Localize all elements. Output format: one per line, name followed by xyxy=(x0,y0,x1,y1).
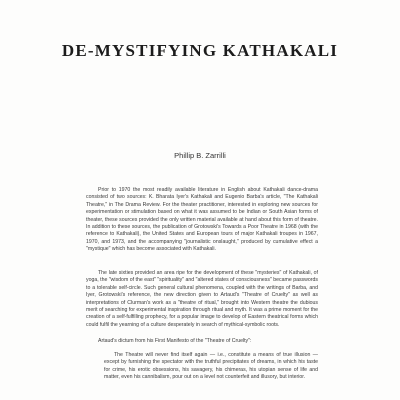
article-author: Phillip B. Zarrilli xyxy=(174,151,226,160)
body-paragraph-1: Prior to 1970 the most readily available literature in English about Kathakali dance-drama consisted of two sources: K. Bharata Iyer's Kathakali and Eugenio Barba's article, "The Kathakali Theatre," in The Drama Review. For the theater practitioner, interested in exploring new sources for experimentation or stimulation based on what it was assumed to be Indian or South Asian forms of theater, these sources provided the only written material available at hand about this form of theatre. In addition to these sources, the publication of Grotowski's Towards a Poor Theatre in 1968 (with the reference to Kathakali), the United States and European tours of major Kathakali troupes in 1967, 1970, and 1973, and the accompanying "journalistic onslaught," produced by cumulative effect a "mystique" which has become associated with Kathakali. xyxy=(86,187,318,253)
body-paragraph-2: The late sixties provided an area ripe for the development of these "mysteries" of Kathakali, of yoga, the "wisdom of the east" "spirituality" and "altered states of consciousness" became passwords to a tolerable self-circle. Such general cultural phenomena, coupled with the writings of Barba, and Iyer, Grotowski's reference, the new direction given to Artaud's "Theatre of Cruelty" as well as interpretations of Clurman's work as a "theatre of ritual," brought into Western theatre the dubious merit of searching for experimental inspiration through ritual and myth. It was a prime moment for the creation of a self-fulfilling prophecy, for a popular image to develop of Eastern theatrical forms which could fulfil the yearning of a culture desperately in search of mythical-symbolic roots. xyxy=(86,270,318,328)
body-paragraph-3: Artaud's dictum from his First Manifesto of the "Theatre of Cruelty": xyxy=(98,338,252,344)
article-title: DE-MYSTIFYING KATHAKALI xyxy=(61,41,339,60)
block-quote: The Theatre will never find itself again — i.e., constitute a means of true illusion — except by furnishing the spectator with the truthful precipitates of dreams, in which his taste for crime, his erotic obsessions, his savagery, his chimeras, his utopian sense of life and matter, even his cannibalism, pour out on a level not counterfeit and illusory, but interior. xyxy=(104,352,318,381)
